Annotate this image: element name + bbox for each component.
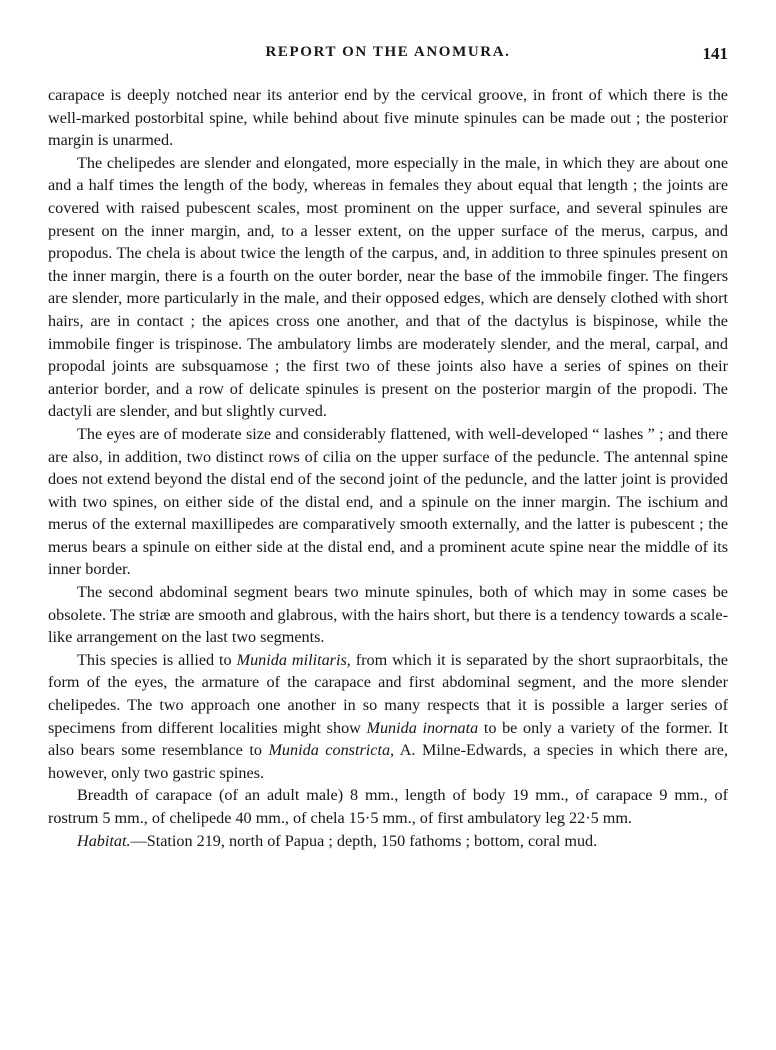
- page-header: [48, 44, 728, 70]
- paragraph-measurements: Breadth of carapace (of an adult male) 8 mm., length of body 19 mm., of carapace 9 mm., of rostrum 5 mm., of chelipede 40 mm., of chela 15·5 mm., of first ambulatory leg 22·5 mm.: [48, 786, 728, 827]
- text-run: to be only a variety of the former. It also bears some resemblance to: [48, 718, 728, 760]
- habitat-label: Habitat.: [77, 831, 131, 850]
- page-number: 141: [702, 44, 728, 63]
- habitat-text: —Station 219, north of Papua ; depth, 150 fathoms ; bottom, coral mud.: [130, 831, 598, 850]
- text-run: This species is allied to: [77, 650, 237, 669]
- paragraph-habitat: [48, 830, 728, 853]
- text-run: A. Milne-Edwards, a species in which there are, however, only two gastric spines.: [48, 741, 728, 782]
- species-name: Munida inornata: [366, 718, 479, 737]
- paragraph-affinities: [48, 649, 728, 785]
- species-name: Munida constricta,: [268, 741, 395, 760]
- body-text: [48, 84, 728, 852]
- text-run: from which it is separated by the short supraorbitals, the form of the eyes, the armature of the carapace and first abdominal segment, and the more slender chelipedes. The two approach one another in so many respects that it is possible a larger series of specimens from different localities might show: [48, 650, 728, 737]
- paragraph-carapace: carapace is deeply notched near its anterior end by the cervical groove, in front of which there is the well-marked postorbital spine, while behind about five minute spinules can be made out ; the posterior margin is unarmed.: [48, 86, 728, 150]
- paragraph-eyes: The eyes are of moderate size and considerably flattened, with well-developed “ lashes ” ; and there are also, in addition, two distinct rows of cilia on the upper surface of the peduncle. The antennal spine does not extend beyond the distal end of the second joint of the peduncle, and the latter joint is provided with two spines, on either side of the distal end, and a spinule on the inner margin. The ischium and merus of the external maxillipedes are comparatively smooth externally, and the latter is pubescent ; the merus bears a spinule on either side at the distal end, and a prominent acute spine near the middle of its inner border.: [48, 424, 728, 579]
- running-title: REPORT ON THE ANOMURA.: [265, 44, 511, 60]
- paragraph-chelipedes: The chelipedes are slender and elongated, more especially in the male, in which they are about one and a half times the length of the body, whereas in females they about equal that length ; the joints are covered with raised pubescent scales, most prominent on the upper surface, and several spinules are present on the inner margin, and, to a lesser extent, on the upper surface of the merus, carpus, and propodus. The chela is about twice the length of the carpus, and, in addition to three spinules present on the inner margin, there is a fourth on the outer border, near the base of the immobile finger. The fingers are slender, more particularly in the male, and their opposed edges, which are densely clothed with short hairs, are in contact ; the apices cross one another, and that of the dactylus is bispinose, while the immobile finger is trispinose. The ambulatory limbs are moderately slender, and the meral, carpal, and propodal joints are subsquamose ; the first two of these joints also have a series of spines on their anterior border, and a row of delicate spinules is present on the posterior margin of the propodi. The dactyli are slender, and but slightly curved.: [48, 153, 728, 421]
- paragraph-abdominal: The second abdominal segment bears two minute spinules, both of which may in some cases be obsolete. The striæ are smooth and glabrous, with the hairs short, but there is a tendency towards a scale-like arrangement on the last two segments.: [48, 583, 728, 647]
- species-name: Munida militaris,: [236, 650, 351, 669]
